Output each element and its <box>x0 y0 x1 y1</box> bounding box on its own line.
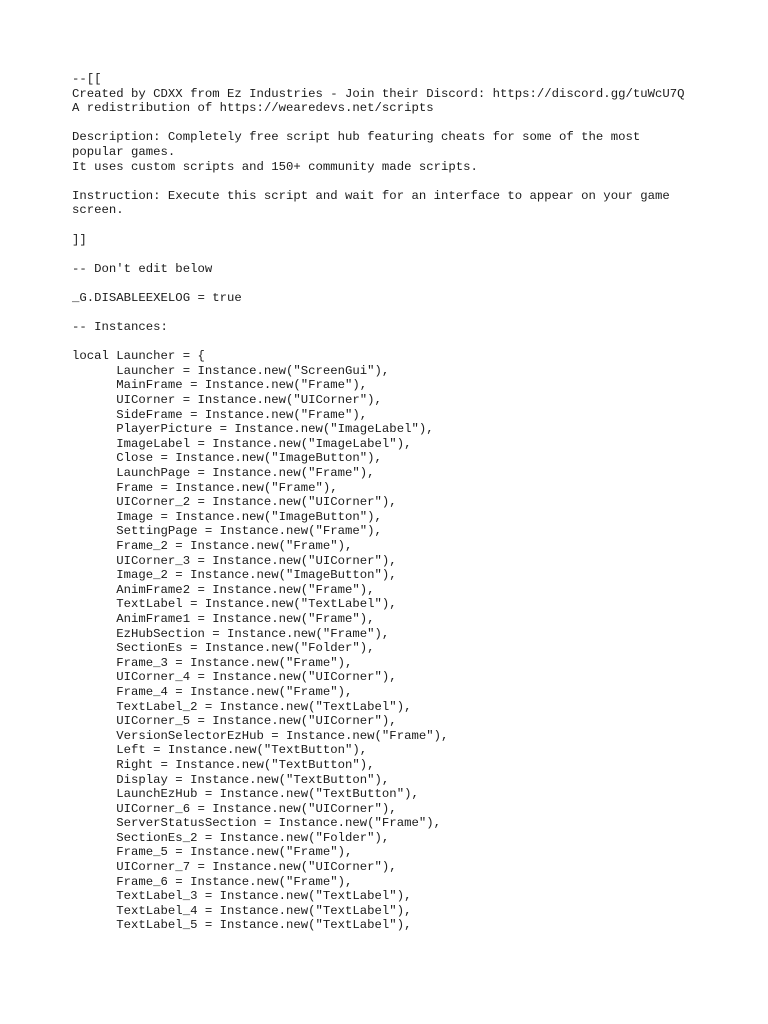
instance-line: UICorner_4 = Instance.new("UICorner"), <box>72 670 397 685</box>
instance-line: Launcher = Instance.new("ScreenGui"), <box>72 363 390 378</box>
blank-line <box>72 116 712 131</box>
description-line-1: Description: Completely free script hub featuring cheats for some of the most <box>72 130 641 145</box>
instance-line: UICorner_6 = Instance.new("UICorner"), <box>72 801 397 816</box>
disable-log-line: _G.DISABLEEXELOG = true <box>72 290 242 305</box>
instance-line: SettingPage = Instance.new("Frame"), <box>72 524 382 539</box>
instance-line: UICorner_7 = Instance.new("UICorner"), <box>72 860 397 875</box>
instance-line: SideFrame = Instance.new("Frame"), <box>72 407 368 422</box>
instance-line: Right = Instance.new("TextButton"), <box>72 757 375 772</box>
instance-line: TextLabel_4 = Instance.new("TextLabel"), <box>72 903 412 918</box>
instances-comment: -- Instances: <box>72 320 168 335</box>
description-line-2: popular games. <box>72 144 176 159</box>
description-line-3: It uses custom scripts and 150+ community made scripts. <box>72 159 478 174</box>
instance-line: Left = Instance.new("TextButton"), <box>72 743 368 758</box>
instance-line: Frame_2 = Instance.new("Frame"), <box>72 539 353 553</box>
instance-line: PlayerPicture = Instance.new("ImageLabel"), <box>72 422 434 437</box>
blank-line <box>72 306 712 321</box>
comment-open: --[[ <box>72 72 102 86</box>
instance-line: TextLabel_2 = Instance.new("TextLabel"), <box>72 699 412 714</box>
instance-line: UICorner = Instance.new("UICorner"), <box>72 393 382 408</box>
instance-line: LaunchPage = Instance.new("Frame"), <box>72 466 375 481</box>
instance-line: SectionEs_2 = Instance.new("Folder"), <box>72 830 390 845</box>
instance-line: Display = Instance.new("TextButton"), <box>72 772 390 787</box>
redistribution-line: A redistribution of https://wearedevs.net/scripts <box>72 101 434 116</box>
blank-line <box>72 218 712 233</box>
instance-line: AnimFrame1 = Instance.new("Frame"), <box>72 611 375 626</box>
comment-close: ]] <box>72 232 87 247</box>
instruction-line-2: screen. <box>72 203 124 218</box>
instance-line: Frame_3 = Instance.new("Frame"), <box>72 655 353 670</box>
blank-line <box>72 276 712 291</box>
instance-line: MainFrame = Instance.new("Frame"), <box>72 378 368 393</box>
instance-line: ImageLabel = Instance.new("ImageLabel"), <box>72 436 412 451</box>
dont-edit-comment: -- Don't edit below <box>72 261 213 276</box>
blank-line <box>72 247 712 262</box>
instance-line: TextLabel_5 = Instance.new("TextLabel"), <box>72 918 412 933</box>
launcher-table-open: local Launcher = { <box>72 349 205 364</box>
instance-line: Frame = Instance.new("Frame"), <box>72 480 338 495</box>
instance-line: AnimFrame2 = Instance.new("Frame"), <box>72 582 375 597</box>
instance-line: Frame_6 = Instance.new("Frame"), <box>72 874 353 889</box>
instance-line: Close = Instance.new("ImageButton"), <box>72 451 382 466</box>
code-document <box>72 72 712 933</box>
instance-line: TextLabel = Instance.new("TextLabel"), <box>72 597 397 612</box>
instance-line: VersionSelectorEzHub = Instance.new("Frame"), <box>72 728 449 743</box>
instance-line: Frame_4 = Instance.new("Frame"), <box>72 684 353 699</box>
credit-line: Created by CDXX from Ez Industries - Join their Discord: https://discord.gg/tuWcU7Q <box>72 86 685 101</box>
instance-list <box>72 364 712 933</box>
instance-line: SectionEs = Instance.new("Folder"), <box>72 641 375 656</box>
instance-line: EzHubSection = Instance.new("Frame"), <box>72 626 390 641</box>
instance-line: TextLabel_3 = Instance.new("TextLabel"), <box>72 889 412 904</box>
instance-line: ServerStatusSection = Instance.new("Frame"), <box>72 816 441 831</box>
blank-line <box>72 335 712 350</box>
instance-line: LaunchEzHub = Instance.new("TextButton"), <box>72 787 419 802</box>
instruction-line-1: Instruction: Execute this script and wait for an interface to appear on your game <box>72 188 670 203</box>
instance-line: UICorner_5 = Instance.new("UICorner"), <box>72 714 397 729</box>
instance-line: UICorner_3 = Instance.new("UICorner"), <box>72 553 397 568</box>
instance-line: Frame_5 = Instance.new("Frame"), <box>72 845 353 860</box>
blank-line <box>72 174 712 189</box>
instance-line: Image = Instance.new("ImageButton"), <box>72 509 382 524</box>
instance-line: Image_2 = Instance.new("ImageButton"), <box>72 568 397 583</box>
instance-line: UICorner_2 = Instance.new("UICorner"), <box>72 495 397 510</box>
